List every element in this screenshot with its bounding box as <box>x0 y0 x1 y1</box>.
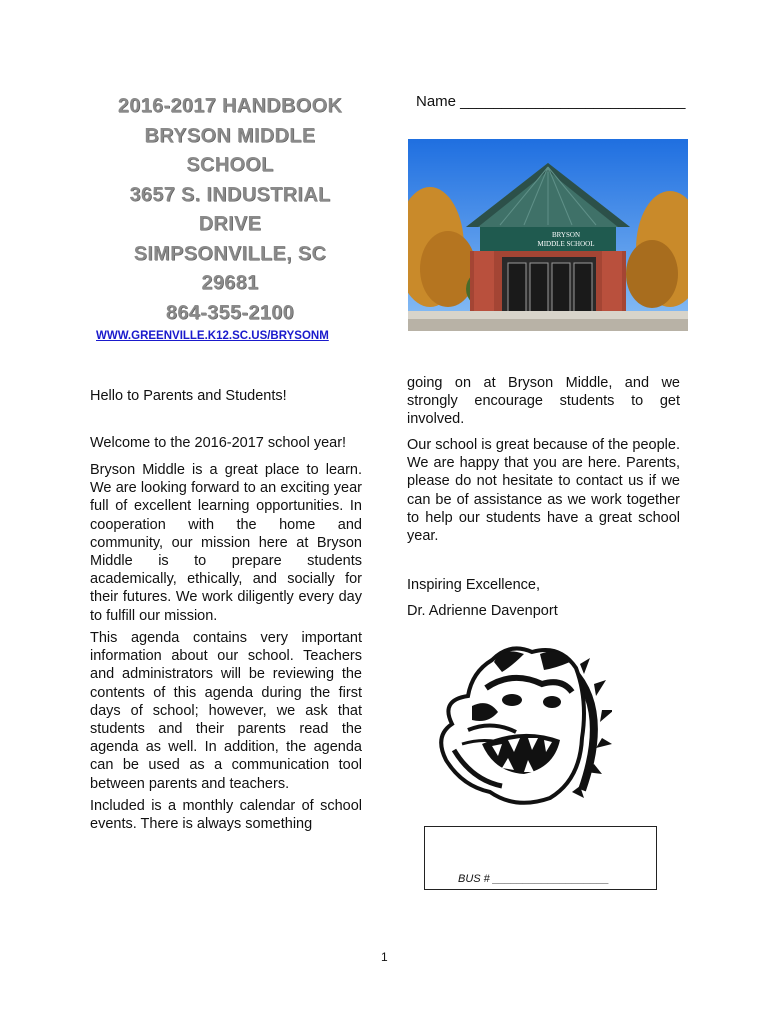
building-sign-text: BRYSON <box>551 231 581 239</box>
building-sign-text: MIDDLE SCHOOL <box>537 240 595 248</box>
bus-number-box <box>424 826 657 890</box>
letter-paragraph: Included is a monthly calendar of school events. There is always something <box>90 798 362 833</box>
title-line: 2016-2017 HANDBOOK <box>117 95 343 117</box>
bus-number-field: BUS # ___________________ <box>458 873 610 885</box>
school-website-link[interactable]: WWW.GREENVILLE.K12.SC.US/BRYSONM <box>96 330 329 342</box>
signature-text: Dr. Adrienne Davenport <box>407 603 558 619</box>
closing-text: Inspiring Excellence, <box>407 577 540 593</box>
letter-paragraph: Our school is great because of the people. We are happy that you are here. Parents, please do not hesitate to contact us if we can be of assistance as we work together to help our students have a great school year. <box>407 437 680 545</box>
letter-paragraph: This agenda contains very important information about our school. Teachers and administrators will be reviewing the contents of this agenda during the first days of school; however, we ask that students and their parents read the agenda as well. In addition, the agenda can be used as a communication tool between parents and teachers. <box>90 630 362 792</box>
letter-paragraph: Bryson Middle is a great place to learn. We are looking forward to an exciting year full of excellent learning opportunities. In cooperation with the home and community, our mission here at Bryson Middle is to prepare students academically, ethically, and socially for their futures. We work diligently every day to fulfill our mission. <box>90 462 362 624</box>
title-line: SCHOOL <box>186 154 274 176</box>
title-line: 864-355-2100 <box>165 301 295 324</box>
school-building-photo <box>408 139 688 331</box>
title-line: DRIVE <box>198 213 262 235</box>
title-line: BRYSON MIDDLE <box>144 124 316 147</box>
greeting-text: Hello to Parents and Students! <box>90 388 287 404</box>
title-line: SIMPSONVILLE, SC <box>133 242 327 265</box>
letter-paragraph: going on at Bryson Middle, and we strongly encourage students to get involved. <box>407 375 680 428</box>
title-line: 29681 <box>201 272 259 294</box>
welcome-text: Welcome to the 2016-2017 school year! <box>90 435 347 451</box>
page-number: 1 <box>381 950 388 964</box>
title-line: 3657 S. INDUSTRIAL <box>129 183 331 206</box>
student-name-field: Name ___________________________ <box>416 93 686 110</box>
handbook-title-block <box>90 92 370 328</box>
bulldog-mascot-icon <box>432 640 612 810</box>
